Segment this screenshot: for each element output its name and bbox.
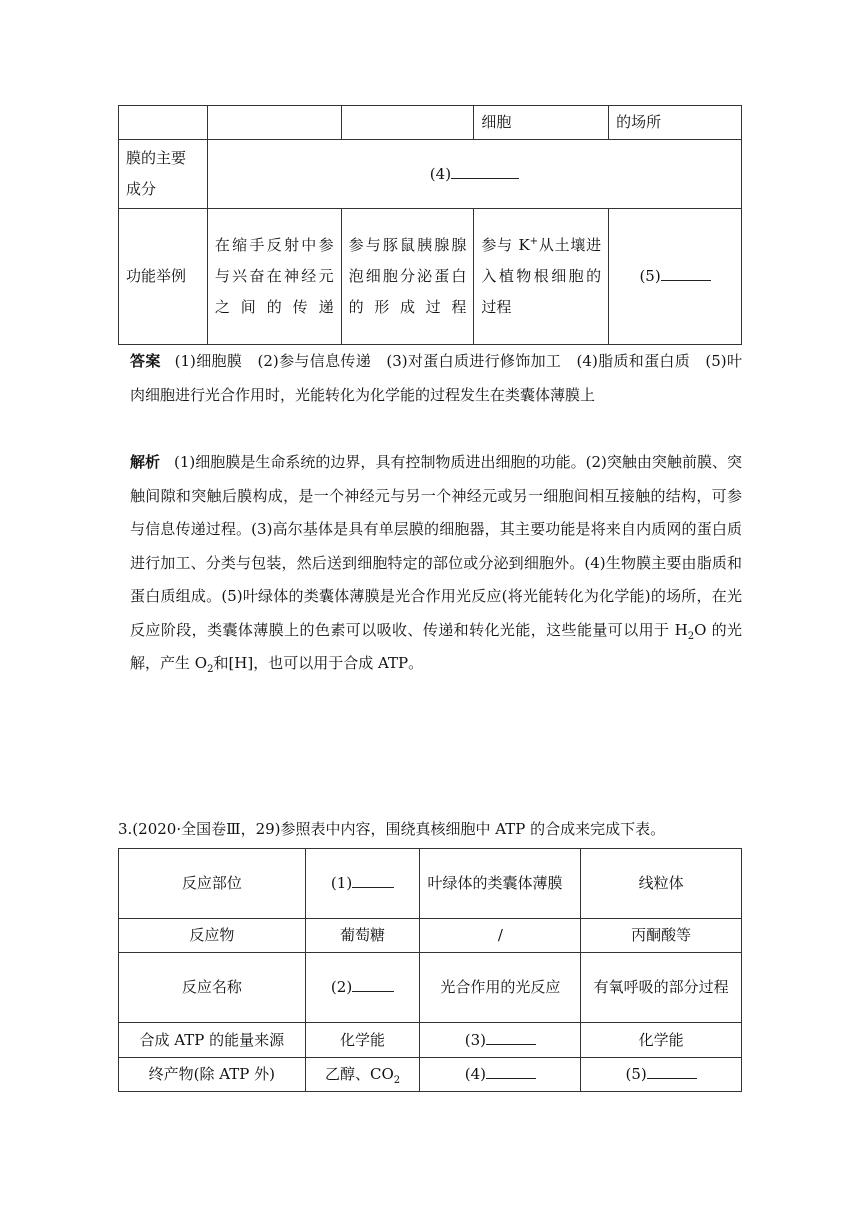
- fill-blank[interactable]: [647, 1063, 697, 1079]
- superscript: +: [529, 236, 539, 247]
- text-part: 从土壤进入植物根细胞的过程: [481, 236, 602, 316]
- text-part: 乙醇、CO: [324, 1065, 394, 1083]
- fill-blank[interactable]: [486, 1063, 536, 1079]
- table-cell: 线粒体: [581, 849, 742, 919]
- table-row: [119, 919, 742, 953]
- subscript: 2: [687, 630, 695, 642]
- fill-blank[interactable]: [352, 976, 394, 992]
- answer-paragraph: [130, 345, 742, 412]
- blank-label: (1): [330, 874, 353, 892]
- row-header: 功能举例: [119, 209, 208, 345]
- table-cell: 葡萄糖: [305, 919, 420, 953]
- analysis-paragraph: [130, 446, 742, 681]
- table-cell: [341, 209, 474, 345]
- table-cell: [474, 209, 609, 345]
- table-row: [119, 106, 742, 140]
- blank-label: (4): [429, 164, 452, 183]
- subscript: 2: [207, 664, 214, 675]
- blank-label: (3): [464, 1030, 486, 1049]
- table-cell: [119, 106, 208, 140]
- cell-text: 叶绿体的类囊体薄膜: [427, 874, 563, 892]
- row-header: 合成 ATP 的能量来源: [119, 1023, 306, 1058]
- table-cell: 的场所: [609, 106, 742, 140]
- row-header: 终产物(除 ATP 外): [119, 1058, 306, 1092]
- structure-function-table: [118, 105, 742, 345]
- subscript: 2: [393, 1075, 401, 1086]
- answer-blank-cell[interactable]: [420, 1023, 581, 1058]
- table-cell: [305, 1058, 420, 1092]
- table-cell: 光合作用的光反应: [420, 953, 581, 1023]
- answer-blank-cell[interactable]: [305, 849, 420, 919]
- table-cell: [207, 106, 341, 140]
- table-cell: 化学能: [581, 1023, 742, 1058]
- answer-label: 答案: [130, 352, 161, 370]
- text-part: 参与 K: [481, 236, 530, 254]
- fill-blank[interactable]: [451, 163, 519, 179]
- cell-text: [481, 230, 601, 323]
- table-cell: 丙酮酸等: [581, 919, 742, 953]
- fill-blank[interactable]: [352, 872, 394, 888]
- cell-text: 在缩手反射中参与兴奋在神经元之间的传递: [214, 236, 334, 316]
- question-title: 3.(2020·全国卷Ⅲ，29)参照表中内容，围绕真核细胞中 ATP 的合成来完成下表。: [118, 820, 666, 838]
- analysis-text: O 的光解，产生 O: [130, 620, 742, 672]
- table-cell: 化学能: [305, 1023, 420, 1058]
- row-header: 反应部位: [119, 849, 306, 919]
- table-row: [119, 140, 742, 209]
- row-header: 反应物: [119, 919, 306, 953]
- analysis-text: 和[H]，也可以用于合成 ATP。: [213, 654, 424, 672]
- fill-blank[interactable]: [486, 1029, 536, 1045]
- row-header: 反应名称: [119, 953, 306, 1023]
- table-row: [119, 1058, 742, 1092]
- table-row: [119, 1023, 742, 1058]
- blank-label: (2): [330, 978, 353, 996]
- answer-blank-cell[interactable]: [207, 140, 741, 209]
- cell-text: 有氧呼吸的部分过程: [593, 978, 729, 996]
- answer-blank-cell[interactable]: [420, 1058, 581, 1092]
- answer-blank-cell[interactable]: [581, 1058, 742, 1092]
- table-cell: [420, 849, 581, 919]
- table-cell: 细胞: [474, 106, 609, 140]
- answer-text: (1)细胞膜 (2)参与信息传递 (3)对蛋白质进行修饰加工 (4)脂质和蛋白质 (5)叶肉细胞进行光合作用时，光能转化为化学能的过程发生在类囊体薄膜上: [130, 352, 742, 404]
- answer-blank-cell[interactable]: [609, 209, 742, 345]
- answer-blank-cell[interactable]: [305, 953, 420, 1023]
- row-header: 膜的主要成分: [119, 140, 208, 209]
- table-cell: [207, 209, 341, 345]
- analysis-text: (1)细胞膜是生命系统的边界，具有控制物质进出细胞的功能。(2)突触由突触前膜、突触间隙和突触后膜构成，是一个神经元与另一个神经元或另一细胞间相互接触的结构，可参与信息传递过程。(3)高尔基体是具有单层膜的细胞器，其主要功能是将来自内质网的蛋白质进行加工、分类与包装，然后送到细胞特定的部位或分泌到细胞外。(4)生物膜主要由脂质和蛋白质组成。(5)叶绿体的类囊体薄膜是光合作用光反应(将光能转化为化学能)的场所，在光反应阶段，类囊体薄膜上的色素可以吸收、传递和转化光能，这些能量可以用于 H: [130, 453, 742, 639]
- table-cell: [581, 953, 742, 1023]
- table-cell: [341, 106, 474, 140]
- blank-label: (5): [625, 1065, 647, 1083]
- table-row: [119, 849, 742, 919]
- blank-label: (5): [639, 267, 661, 285]
- atp-synthesis-table: [118, 848, 742, 1092]
- table-row: [119, 953, 742, 1023]
- fill-blank[interactable]: [661, 265, 711, 281]
- cell-text: 参与豚鼠胰腺腺泡细胞分泌蛋白的形成过程: [348, 236, 467, 316]
- table-row: [119, 209, 742, 345]
- blank-label: (4): [464, 1065, 486, 1083]
- analysis-label: 解析: [130, 453, 161, 471]
- table-cell: /: [420, 919, 581, 953]
